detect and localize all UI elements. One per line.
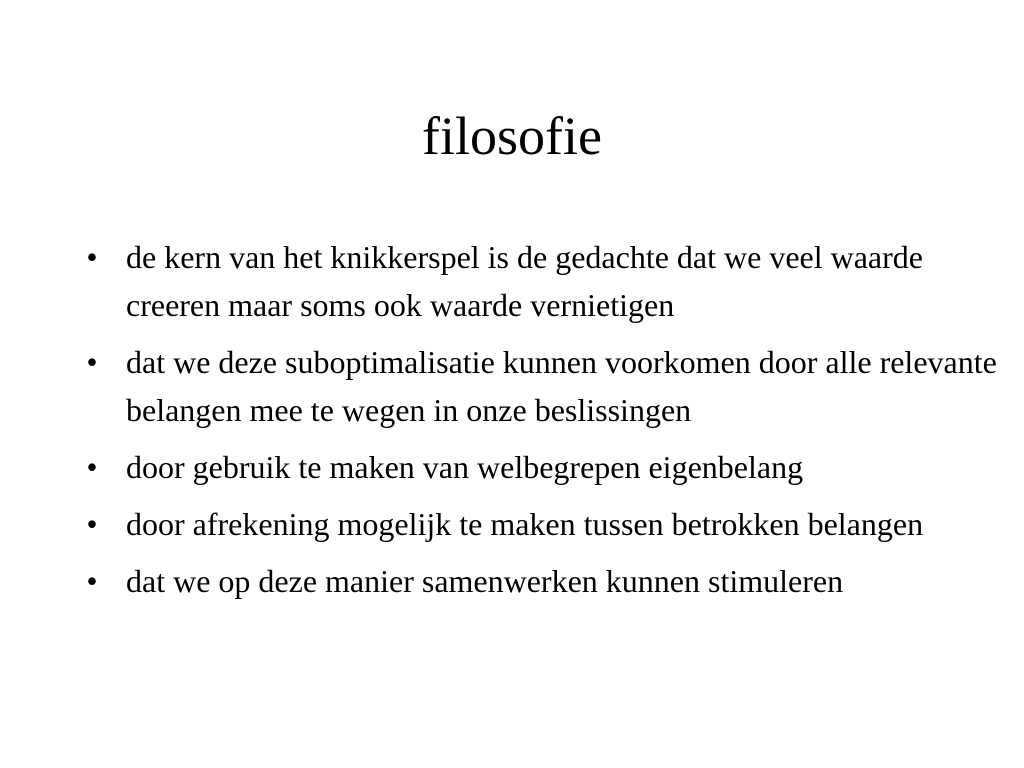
bullet-icon: •	[86, 239, 98, 275]
bullet-item	[82, 233, 1002, 329]
bullet-item	[82, 500, 1002, 548]
bullet-icon: •	[86, 344, 98, 380]
bullet-item	[82, 557, 1002, 605]
bullet-icon: •	[86, 506, 98, 542]
bullet-item	[82, 338, 1002, 434]
bullet-icon: •	[86, 563, 98, 599]
bullet-text: dat we deze suboptimalisatie kunnen voorkomen door alle relevante belangen mee te wegen in onze beslissingen	[126, 344, 997, 428]
bullet-text: door gebruik te maken van welbegrepen eigenbelang	[126, 449, 804, 485]
bullet-text: dat we op deze manier samenwerken kunnen stimuleren	[126, 563, 844, 599]
bullet-text: de kern van het knikkerspel is de gedachte dat we veel waarde creeren maar soms ook waarde vernietigen	[126, 239, 923, 323]
bullet-text: door afrekening mogelijk te maken tussen betrokken belangen	[126, 506, 924, 542]
bullet-item	[82, 443, 1002, 491]
bullet-icon: •	[86, 449, 98, 485]
bullet-list	[82, 233, 1002, 614]
slide-title: filosofie	[422, 106, 602, 166]
